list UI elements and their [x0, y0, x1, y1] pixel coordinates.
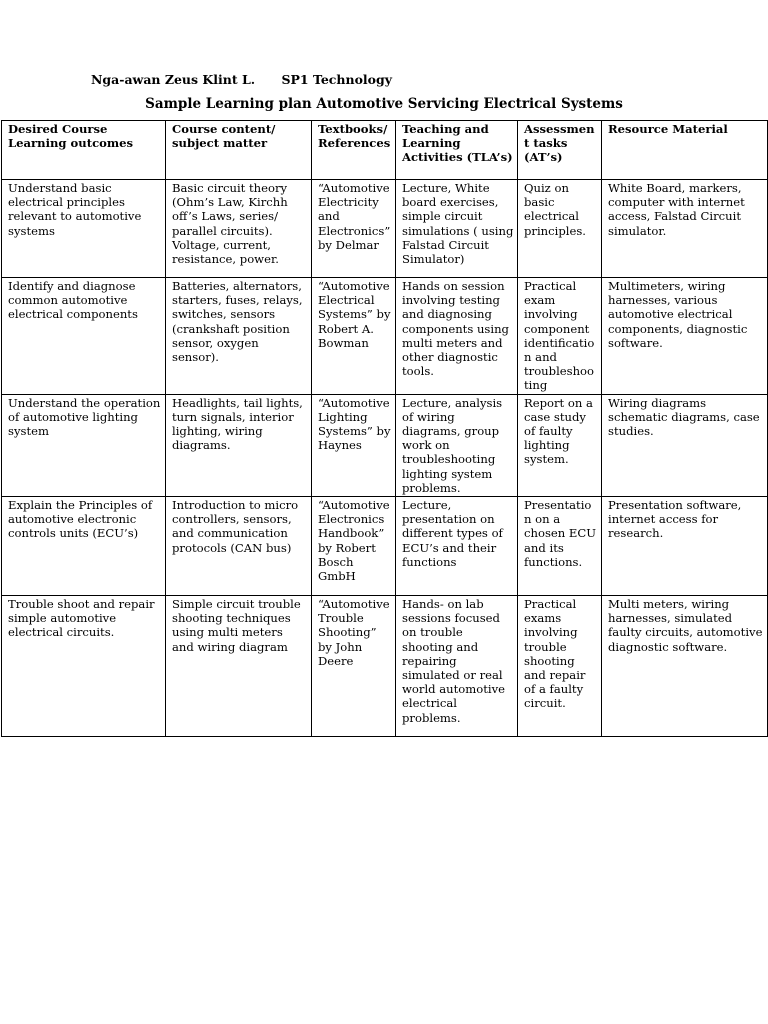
- column-header-tla: Teaching and Learning Activities (TLA’s): [396, 121, 518, 180]
- textbook-cell: “Automotive Lighting Systems” by Haynes: [312, 394, 396, 496]
- textbook-cell: “Automotive Electronics Handbook” by Robert Bosch GmbH: [312, 497, 396, 596]
- tla-cell: Hands on session involving testing and diagnosing components using multi meters and other diagnostic tools.: [396, 278, 518, 395]
- course-content-cell: Basic circuit theory (Ohm’s Law, Kirchh off’s Laws, series/ parallel circuits). Voltage, current, resistance, power.: [166, 180, 312, 278]
- tla-cell: Hands- on lab sessions focused on trouble shooting and repairing simulated or real world automotive electrical problems.: [396, 596, 518, 737]
- learning-plan-table: [1, 120, 768, 737]
- course-content-cell: Batteries, alternators, starters, fuses, relays, switches, sensors (crankshaft position sensor, oxygen sensor).: [166, 278, 312, 395]
- course-content-cell: Headlights, tail lights, turn signals, interior lighting, wiring diagrams.: [166, 394, 312, 496]
- table-row: [2, 596, 768, 737]
- textbook-cell: “Automotive Trouble Shooting” by John Deere: [312, 596, 396, 737]
- textbook-cell: “Automotive Electrical Systems” by Robert A. Bowman: [312, 278, 396, 395]
- learning-outcome-cell: Understand the operation of automotive lighting system: [2, 394, 166, 496]
- assessment-cell: Report on a case study of faulty lighting system.: [518, 394, 602, 496]
- tla-cell: Lecture, presentation on different types of ECU’s and their functions: [396, 497, 518, 596]
- tla-cell: Lecture, White board exercises, simple circuit simulations ( using Falstad Circuit Simulator): [396, 180, 518, 278]
- column-header-textbooks: Textbooks/ References: [312, 121, 396, 180]
- tla-cell: Lecture, analysis of wiring diagrams, group work on troubleshooting lighting system problems.: [396, 394, 518, 496]
- course-content-cell: Introduction to micro controllers, sensors, and communication protocols (CAN bus): [166, 497, 312, 596]
- learning-outcome-cell: Trouble shoot and repair simple automotive electrical circuits.: [2, 596, 166, 737]
- assessment-cell: Practical exams involving trouble shooting and repair of a faulty circuit.: [518, 596, 602, 737]
- resource-cell: Multi meters, wiring harnesses, simulated faulty circuits, automotive diagnostic software.: [602, 596, 768, 737]
- textbook-cell: “Automotive Electricity and Electronics” by Delmar: [312, 180, 396, 278]
- column-header-assessment: Assessment tasks (AT’s): [518, 121, 602, 180]
- document-title: Sample Learning plan Automotive Servicing Electrical Systems: [145, 96, 623, 112]
- column-header-learning-outcomes: Desired Course Learning outcomes: [2, 121, 166, 180]
- table-row: [2, 497, 768, 596]
- column-header-resources: Resource Material: [602, 121, 768, 180]
- assessment-cell: Quiz on basic electrical principles.: [518, 180, 602, 278]
- table-header-row: [2, 121, 768, 180]
- column-header-course-content: Course content/ subject matter: [166, 121, 312, 180]
- resource-cell: Multimeters, wiring harnesses, various automotive electrical components, diagnostic software.: [602, 278, 768, 395]
- document-header: [91, 72, 392, 87]
- course-content-cell: Simple circuit trouble shooting techniques using multi meters and wiring diagram: [166, 596, 312, 737]
- resource-cell: White Board, markers, computer with internet access, Falstad Circuit simulator.: [602, 180, 768, 278]
- resource-cell: Wiring diagrams schematic diagrams, case studies.: [602, 394, 768, 496]
- table-row: [2, 394, 768, 496]
- learning-outcome-cell: Identify and diagnose common automotive electrical components: [2, 278, 166, 395]
- assessment-cell: Practical exam involving component identification and troubleshooting: [518, 278, 602, 395]
- assessment-cell: Presentation on a chosen ECU and its functions.: [518, 497, 602, 596]
- resource-cell: Presentation software, internet access for research.: [602, 497, 768, 596]
- course-name: SP1 Technology: [281, 72, 392, 87]
- learning-outcome-cell: Explain the Principles of automotive electronic controls units (ECU’s): [2, 497, 166, 596]
- table-row: [2, 180, 768, 278]
- table-row: [2, 278, 768, 395]
- learning-outcome-cell: Understand basic electrical principles relevant to automotive systems: [2, 180, 166, 278]
- author-name: Nga-awan Zeus Klint L.: [91, 72, 256, 87]
